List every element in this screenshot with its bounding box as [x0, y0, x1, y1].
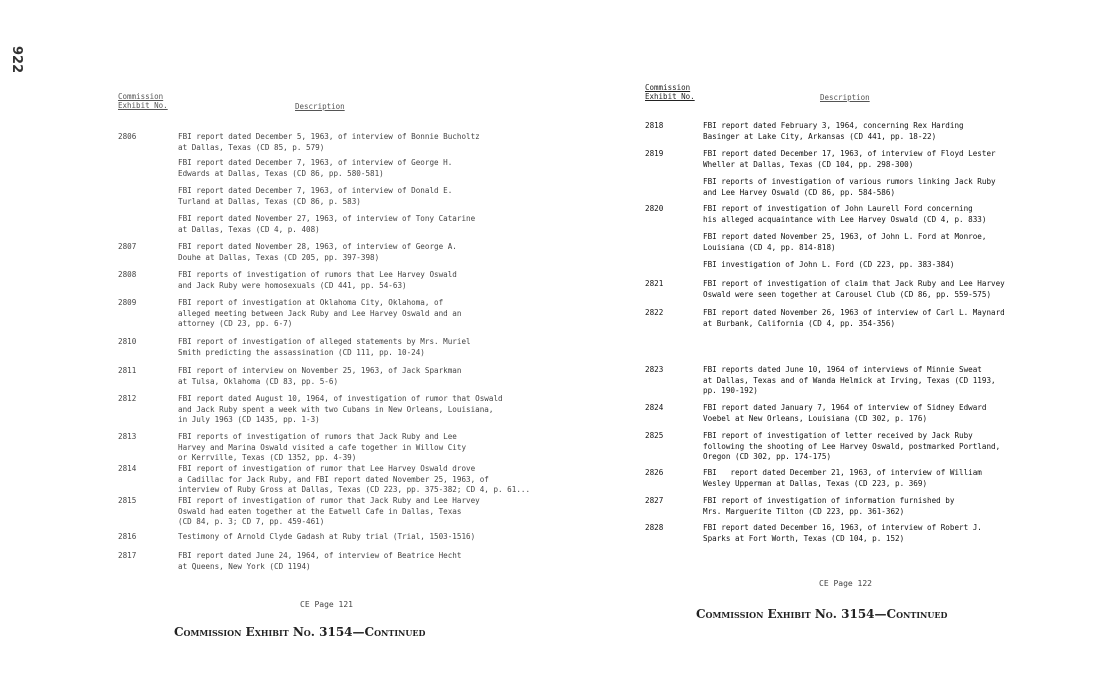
- description-line: Oregon (CD 302, pp. 174-175): [703, 452, 832, 461]
- entry-description: [703, 279, 1005, 300]
- description-line: FBI report of investigation of rumor that Lee Harvey Oswald drove: [178, 464, 476, 473]
- exhibit-number: 2814: [118, 464, 137, 473]
- description-line: Oswald were seen together at Carousel Club (CD 86, pp. 559-575): [703, 289, 992, 299]
- entry-description: [178, 551, 461, 572]
- description-header: Description: [295, 102, 345, 111]
- entry-description: [703, 149, 996, 170]
- exhibit-number: 2824: [645, 403, 664, 412]
- description-line: FBI report of investigation at Oklahoma City, Oklahoma, of: [178, 298, 444, 307]
- description-line: at Dallas, Texas (CD 85, p. 579): [178, 142, 325, 152]
- exhibit-number: 2827: [645, 496, 664, 505]
- description-line: FBI report of investigation of rumor that Jack Ruby and Lee Harvey: [178, 496, 480, 505]
- entry-description: [178, 496, 480, 528]
- description-line: FBI report of investigation of letter received by Jack Ruby: [703, 431, 973, 440]
- exhibit-number: 2808: [118, 270, 137, 279]
- exhibit-title: Commission Exhibit No. 3154—Continued: [174, 625, 426, 639]
- description-line: at Tulsa, Oklahoma (CD 83, pp. 5-6): [178, 376, 339, 386]
- header-exhibit-no: Exhibit No.: [118, 101, 168, 110]
- description-line: FBI reports of investigation of rumors that Jack Ruby and Lee: [178, 432, 457, 441]
- column-header: [645, 83, 1065, 113]
- description-line: FBI report dated June 24, 1964, of interview of Beatrice Hecht: [178, 551, 462, 560]
- description-line: FBI report of investigation of claim that Jack Ruby and Lee Harvey: [703, 279, 1005, 288]
- entry-description: [703, 204, 986, 225]
- entry-description: [178, 298, 461, 330]
- description-line: attorney (CD 23, pp. 6-7): [178, 319, 293, 328]
- description-line: Smith predicting the assassination (CD 111, pp. 10-24): [178, 347, 425, 357]
- exhibit-number: 2807: [118, 242, 137, 251]
- entry-description: [703, 496, 954, 517]
- exhibit-number: 2823: [645, 365, 664, 374]
- description-line: FBI reports dated June 10, 1964 of interviews of Minnie Sweat: [703, 365, 982, 374]
- description-line: FBI report dated December 7, 1963, of interview of George H.: [178, 158, 453, 167]
- description-line: FBI report dated December 5, 1963, of interview of Bonnie Bucholtz: [178, 132, 480, 141]
- description-line: FBI report dated December 7, 1963, of interview of Donald E.: [178, 186, 453, 195]
- header-commission: Commission: [118, 92, 164, 101]
- description-line: Basinger at Lake City, Arkansas (CD 441, pp. 18-22): [703, 131, 937, 141]
- exhibit-number: 2806: [118, 132, 137, 141]
- description-line: Oswald had eaten together at the Eatwell Cafe in Dallas, Texas: [178, 506, 462, 516]
- column-header: [118, 92, 558, 122]
- entry-description: [178, 132, 480, 153]
- entry-description: [178, 186, 452, 207]
- entry-description: [178, 158, 452, 179]
- entry-description: [703, 523, 982, 544]
- right-page: [645, 83, 1065, 621]
- description-line: FBI report dated August 10, 1964, of investigation of rumor that Oswald: [178, 394, 503, 403]
- description-line: at Dallas, Texas and of Wanda Helmick at Irving, Texas (CD 1193,: [703, 375, 996, 385]
- description-line: FBI report of investigation of John Laurell Ford concerning: [703, 204, 973, 213]
- description-line: Wheller at Dallas, Texas (CD 104, pp. 298-300): [703, 159, 914, 169]
- description-line: pp. 190-192): [703, 386, 758, 395]
- description-line: Wesley Upperman at Dallas, Texas (CD 223, p. 369): [703, 478, 928, 488]
- entry-description: [178, 337, 471, 358]
- entry-description: [178, 532, 475, 543]
- entry-description: [703, 121, 964, 142]
- entry-description: [178, 366, 461, 387]
- commission-exhibit-header: [118, 92, 168, 110]
- description-line: FBI report dated December 17, 1963, of interview of Floyd Lester: [703, 149, 996, 158]
- description-line: at Dallas, Texas (CD 4, p. 408): [178, 224, 320, 234]
- entry-description: [178, 270, 457, 291]
- commission-exhibit-header: [645, 83, 695, 101]
- header-commission: Commission: [645, 83, 691, 92]
- exhibit-title: Commission Exhibit No. 3154—Continued: [696, 607, 948, 621]
- exhibit-number: 2816: [118, 532, 137, 541]
- exhibit-number: 2817: [118, 551, 137, 560]
- entry-description: [703, 468, 982, 489]
- description-line: or Kerrville, Texas (CD 1352, pp. 4-39): [178, 453, 357, 462]
- exhibit-number: 2813: [118, 432, 137, 441]
- description-line: a Cadillac for Jack Ruby, and FBI report dated November 25, 1963, of: [178, 474, 489, 484]
- exhibit-number: 2820: [645, 204, 664, 213]
- entry-description: [178, 432, 466, 464]
- description-line: FBI report dated February 3, 1964, concerning Rex Harding: [703, 121, 964, 130]
- description-line: FBI reports of investigation of various rumors linking Jack Ruby: [703, 177, 996, 186]
- entry-description: [703, 260, 954, 271]
- entry-description: [703, 365, 996, 397]
- entry-description: [178, 394, 503, 426]
- description-line: and Lee Harvey Oswald (CD 86, pp. 584-586): [703, 187, 896, 197]
- description-line: FBI report dated November 25, 1963, of John L. Ford at Monroe,: [703, 232, 987, 241]
- entry-description: [178, 242, 457, 263]
- description-line: (CD 84, p. 3; CD 7, pp. 459-461): [178, 517, 325, 526]
- left-page: [118, 92, 558, 639]
- exhibit-number: 2825: [645, 431, 664, 440]
- exhibit-number: 2810: [118, 337, 137, 346]
- description-header: Description: [820, 93, 870, 102]
- exhibit-number: 2819: [645, 149, 664, 158]
- entry-description: [178, 214, 475, 235]
- description-line: FBI reports of investigation of rumors that Lee Harvey Oswald: [178, 270, 457, 279]
- description-line: at Queens, New York (CD 1194): [178, 561, 311, 571]
- page-number: 922: [9, 46, 24, 74]
- exhibit-number: 2821: [645, 279, 664, 288]
- exhibit-number: 2811: [118, 366, 137, 375]
- exhibit-number: 2809: [118, 298, 137, 307]
- description-line: FBI report of investigation of information furnished by: [703, 496, 955, 505]
- entry-description: [178, 464, 530, 496]
- description-line: Turland at Dallas, Texas (CD 86, p. 583): [178, 196, 361, 206]
- description-line: Voebel at New Orleans, Louisiana (CD 302, p. 176): [703, 413, 928, 423]
- description-line: and Jack Ruby spent a week with two Cubans in New Orleans, Louisiana,: [178, 404, 494, 414]
- description-line: Harvey and Marina Oswald visited a cafe together in Willow City: [178, 442, 467, 452]
- description-line: Edwards at Dallas, Texas (CD 86, pp. 580-581): [178, 168, 384, 178]
- description-line: and Jack Ruby were homosexuals (CD 441, pp. 54-63): [178, 280, 407, 290]
- entry-description: [703, 308, 1005, 329]
- description-line: FBI report dated November 27, 1963, of interview of Tony Catarine: [178, 214, 476, 223]
- description-line: interview of Ruby Gross at Dallas, Texas (CD 223, pp. 375-382; CD 4, p. 61...: [178, 485, 531, 494]
- description-line: FBI report dated November 26, 1963 of interview of Carl L. Maynard: [703, 308, 1005, 317]
- description-line: FBI report of interview on November 25, 1963, of Jack Sparkman: [178, 366, 462, 375]
- description-line: Douhe at Dallas, Texas (CD 205, pp. 397-398): [178, 252, 380, 262]
- description-line: Sparks at Fort Worth, Texas (CD 104, p. 152): [703, 533, 905, 543]
- description-line: Louisiana (CD 4, pp. 814-818): [703, 242, 836, 252]
- header-exhibit-no: Exhibit No.: [645, 92, 695, 101]
- description-line: following the shooting of Lee Harvey Oswald, postmarked Portland,: [703, 441, 1001, 451]
- entry-description: [703, 232, 986, 253]
- description-line: at Burbank, California (CD 4, pp. 354-356): [703, 318, 896, 328]
- page-label: CE Page 122: [819, 579, 872, 588]
- exhibit-number: 2828: [645, 523, 664, 532]
- description-line: FBI report dated December 16, 1963, of interview of Robert J.: [703, 523, 982, 532]
- description-line: Mrs. Marguerite Tilton (CD 223, pp. 361-362): [703, 506, 905, 516]
- description-line: in July 1963 (CD 1435, pp. 1-3): [178, 415, 320, 424]
- exhibit-number: 2826: [645, 468, 664, 477]
- entry-description: [703, 177, 996, 198]
- description-line: FBI report of investigation of alleged statements by Mrs. Muriel: [178, 337, 471, 346]
- description-line: FBI investigation of John L. Ford (CD 223, pp. 383-384): [703, 260, 955, 269]
- description-line: Testimony of Arnold Clyde Gadash at Ruby trial (Trial, 1503-1516): [178, 532, 476, 541]
- exhibit-number: 2822: [645, 308, 664, 317]
- entry-description: [703, 431, 1000, 463]
- description-line: alleged meeting between Jack Ruby and Lee Harvey Oswald and an: [178, 308, 462, 318]
- description-line: FBI report dated December 21, 1963, of interview of William: [703, 468, 982, 477]
- entry-description: [703, 403, 986, 424]
- exhibit-number: 2812: [118, 394, 137, 403]
- description-line: FBI report dated January 7, 1964 of interview of Sidney Edward: [703, 403, 987, 412]
- page-label: CE Page 121: [300, 600, 353, 609]
- description-line: FBI report dated November 28, 1963, of interview of George A.: [178, 242, 457, 251]
- description-line: his alleged acquaintance with Lee Harvey Oswald (CD 4, p. 833): [703, 214, 987, 224]
- exhibit-number: 2815: [118, 496, 137, 505]
- exhibit-number: 2818: [645, 121, 664, 130]
